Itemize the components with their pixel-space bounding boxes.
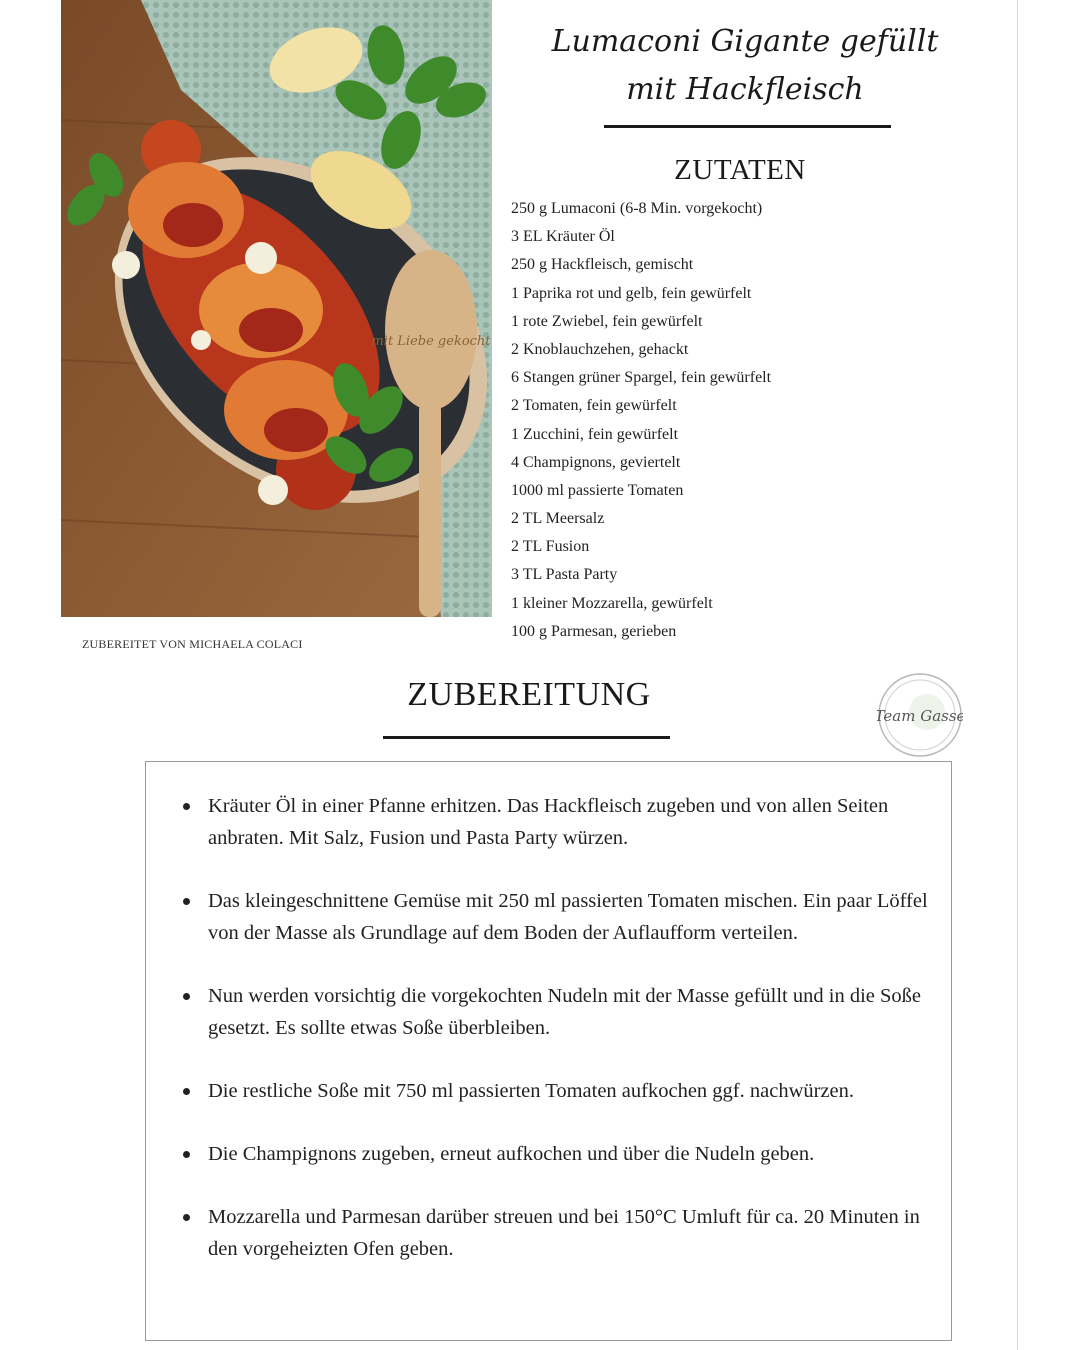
ingredient-item: 2 Knoblauchzehen, gehackt [511, 340, 689, 358]
ingredient-item: 1 Paprika rot und gelb, fein gewürfelt [511, 284, 752, 302]
ingredient-item: 2 TL Meersalz [511, 510, 605, 528]
step-item: Kräuter Öl in einer Pfanne erhitzen. Das Hackfleisch zugeben und von allen Seiten anbraten. Mit Salz, Fusion und Pasta Party würzen. [180, 790, 940, 854]
preparation-steps [180, 790, 940, 1296]
ingredient-item: 250 g Lumaconi (6-8 Min. vorgekocht) [511, 200, 763, 217]
ingredient-item: 1 Zucchini, fein gewürfelt [511, 425, 679, 443]
recipe-photo [61, 0, 492, 617]
ingredient-item: 3 TL Pasta Party [511, 566, 618, 584]
preparation-heading: ZUBEREITUNG [407, 676, 651, 713]
page-edge-line [1017, 0, 1018, 1350]
ingredient-item: 1 kleiner Mozzarella, gewürfelt [511, 594, 713, 612]
ingredient-item: 3 EL Kräuter Öl [511, 228, 615, 246]
ingredient-item: 2 Tomaten, fein gewürfelt [511, 397, 677, 415]
ingredient-item: 2 TL Fusion [511, 538, 590, 556]
ingredients-heading: ZUTATEN [674, 154, 806, 186]
ingredient-item: 1 rote Zwiebel, fein gewürfelt [511, 312, 703, 330]
ingredient-item: 100 g Parmesan, gerieben [511, 622, 677, 640]
team-logo-icon [877, 672, 963, 758]
ingredient-item: 6 Stangen grüner Spargel, fein gewürfelt [511, 369, 772, 387]
step-item: Mozzarella und Parmesan darüber streuen und bei 150°C Umluft für ca. 20 Minuten in den vorgeheizten Ofen geben. [180, 1201, 940, 1265]
step-item: Die restliche Soße mit 750 ml passierten Tomaten aufkochen ggf. nachwürzen. [180, 1075, 940, 1107]
ingredient-item: 250 g Hackfleisch, gemischt [511, 256, 694, 274]
ingredients-list [511, 197, 771, 648]
preparation-divider [383, 736, 670, 739]
recipe-title: Lumaconi Gigante gefüllt mit Hackfleisch [551, 24, 939, 107]
step-item: Nun werden vorsichtig die vorgekochten Nudeln mit der Masse gefüllt und in die Soße gesetzt. Es sollte etwas Soße überbleiben. [180, 980, 940, 1044]
photo-credit: ZUBEREITET VON MICHAELA COLACI [82, 637, 303, 651]
step-item: Die Champignons zugeben, erneut aufkochen und über die Nudeln geben. [180, 1138, 940, 1170]
spoon-engraving: mit Liebe gekocht [371, 334, 491, 349]
ingredient-item: 1000 ml passierte Tomaten [511, 481, 684, 499]
logo-text: Team Gasse [877, 707, 963, 725]
title-divider [604, 125, 891, 128]
step-item: Das kleingeschnittene Gemüse mit 250 ml passierten Tomaten mischen. Ein paar Löffel von der Masse als Grundlage auf dem Boden der Auflaufform verteilen. [180, 885, 940, 949]
ingredient-item: 4 Champignons, geviertelt [511, 453, 681, 471]
